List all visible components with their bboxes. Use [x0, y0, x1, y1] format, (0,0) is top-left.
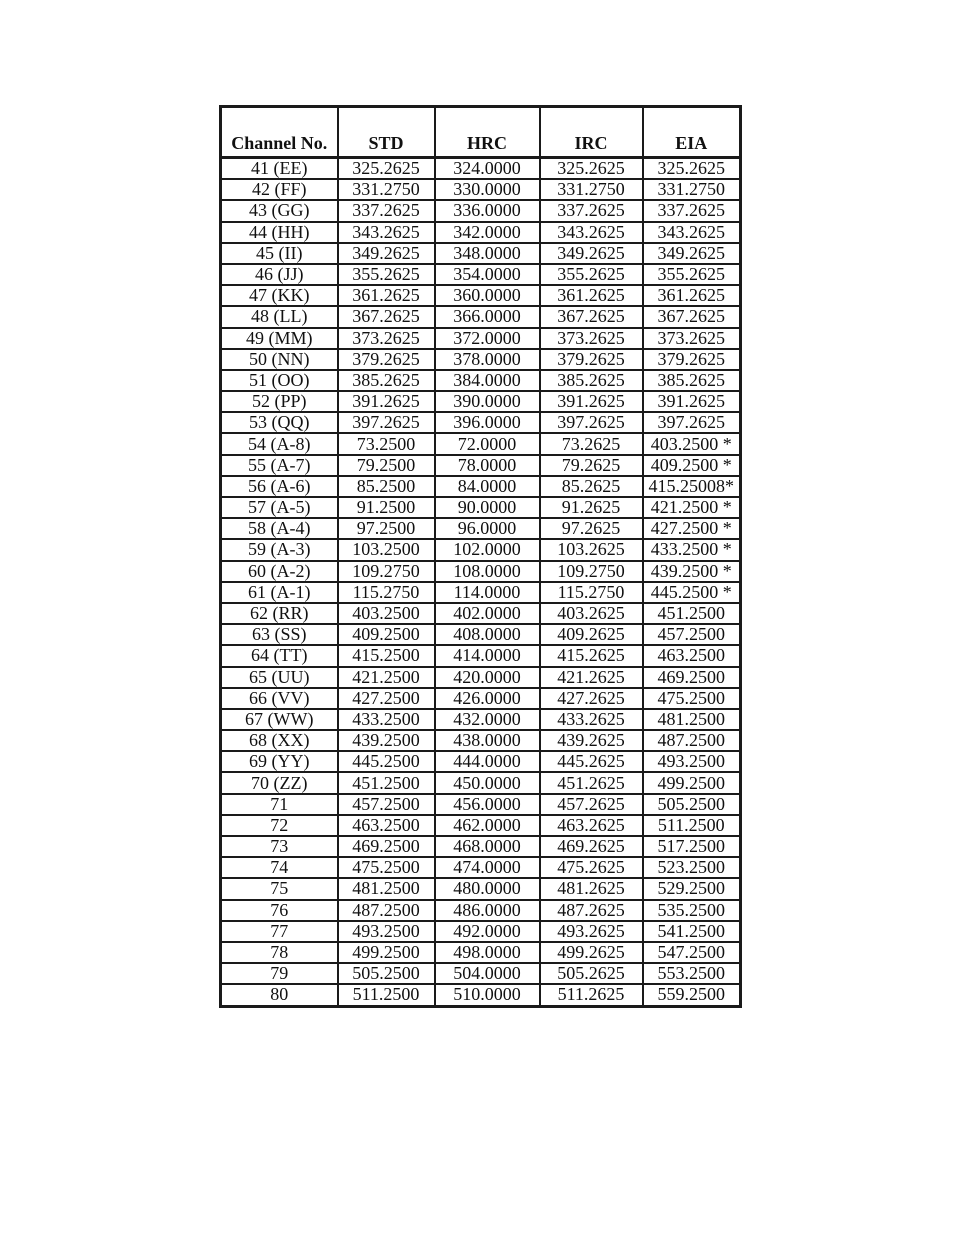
irc-cell: 421.2625	[540, 667, 643, 688]
irc-cell: 337.2625	[540, 200, 643, 221]
eia-cell: 421.2500 *	[643, 497, 741, 518]
eia-cell: 373.2625	[643, 328, 741, 349]
std-cell: 493.2500	[338, 921, 435, 942]
std-cell: 379.2625	[338, 349, 435, 370]
table-row	[221, 539, 741, 560]
table-row	[221, 370, 741, 391]
table-row	[221, 709, 741, 730]
irc-cell: 115.2750	[540, 582, 643, 603]
channel-no-cell: 68 (XX)	[221, 730, 338, 751]
channel-no-cell: 75	[221, 878, 338, 899]
hrc-cell: 348.0000	[435, 243, 540, 264]
channel-no-cell: 80	[221, 984, 338, 1006]
hrc-cell: 354.0000	[435, 264, 540, 285]
eia-cell: 505.2500	[643, 794, 741, 815]
hrc-cell: 408.0000	[435, 624, 540, 645]
irc-cell: 79.2625	[540, 455, 643, 476]
std-cell: 439.2500	[338, 730, 435, 751]
eia-cell: 469.2500	[643, 667, 741, 688]
irc-cell: 469.2625	[540, 836, 643, 857]
hrc-cell: 456.0000	[435, 794, 540, 815]
eia-cell: 361.2625	[643, 285, 741, 306]
eia-header: EIA	[643, 107, 741, 158]
eia-cell: 535.2500	[643, 900, 741, 921]
table-row	[221, 942, 741, 963]
hrc-cell: 414.0000	[435, 645, 540, 666]
channel-no-cell: 42 (FF)	[221, 179, 338, 200]
table-row	[221, 306, 741, 327]
irc-cell: 481.2625	[540, 878, 643, 899]
channel-no-cell: 62 (RR)	[221, 603, 338, 624]
eia-cell: 529.2500	[643, 878, 741, 899]
hrc-cell: 462.0000	[435, 815, 540, 836]
std-cell: 445.2500	[338, 751, 435, 772]
irc-cell: 463.2625	[540, 815, 643, 836]
hrc-cell: 366.0000	[435, 306, 540, 327]
eia-cell: 487.2500	[643, 730, 741, 751]
table-row	[221, 603, 741, 624]
hrc-cell: 96.0000	[435, 518, 540, 539]
hrc-cell: 324.0000	[435, 158, 540, 180]
channel-frequency-table	[219, 105, 742, 1008]
channel-no-cell: 46 (JJ)	[221, 264, 338, 285]
eia-cell: 397.2625	[643, 412, 741, 433]
hrc-cell: 498.0000	[435, 942, 540, 963]
std-cell: 451.2500	[338, 772, 435, 793]
irc-cell: 91.2625	[540, 497, 643, 518]
channel-no-cell: 77	[221, 921, 338, 942]
eia-cell: 523.2500	[643, 857, 741, 878]
channel-no-cell: 59 (A-3)	[221, 539, 338, 560]
irc-cell: 415.2625	[540, 645, 643, 666]
irc-cell: 409.2625	[540, 624, 643, 645]
irc-cell: 433.2625	[540, 709, 643, 730]
hrc-cell: 84.0000	[435, 476, 540, 497]
std-cell: 397.2625	[338, 412, 435, 433]
eia-cell: 481.2500	[643, 709, 741, 730]
irc-cell: 445.2625	[540, 751, 643, 772]
channel-no-cell: 70 (ZZ)	[221, 772, 338, 793]
std-cell: 361.2625	[338, 285, 435, 306]
std-cell: 103.2500	[338, 539, 435, 560]
channel-no-cell: 64 (TT)	[221, 645, 338, 666]
channel-no-cell: 44 (HH)	[221, 222, 338, 243]
table-row	[221, 349, 741, 370]
std-cell: 391.2625	[338, 391, 435, 412]
hrc-cell: 90.0000	[435, 497, 540, 518]
std-cell: 73.2500	[338, 433, 435, 454]
std-cell: 469.2500	[338, 836, 435, 857]
channel-no-cell: 54 (A-8)	[221, 433, 338, 454]
channel-no-cell: 60 (A-2)	[221, 561, 338, 582]
table-row	[221, 688, 741, 709]
std-cell: 325.2625	[338, 158, 435, 180]
channel-no-cell: 58 (A-4)	[221, 518, 338, 539]
std-cell: 409.2500	[338, 624, 435, 645]
channel-no-cell: 78	[221, 942, 338, 963]
std-cell: 115.2750	[338, 582, 435, 603]
hrc-cell: 108.0000	[435, 561, 540, 582]
table-row	[221, 794, 741, 815]
channel-no-cell: 41 (EE)	[221, 158, 338, 180]
hrc-cell: 78.0000	[435, 455, 540, 476]
std-cell: 463.2500	[338, 815, 435, 836]
channel-no-cell: 45 (II)	[221, 243, 338, 264]
table-row	[221, 667, 741, 688]
table-row	[221, 179, 741, 200]
irc-cell: 361.2625	[540, 285, 643, 306]
eia-cell: 493.2500	[643, 751, 741, 772]
hrc-cell: 114.0000	[435, 582, 540, 603]
eia-cell: 379.2625	[643, 349, 741, 370]
eia-cell: 385.2625	[643, 370, 741, 391]
eia-cell: 463.2500	[643, 645, 741, 666]
irc-cell: 355.2625	[540, 264, 643, 285]
eia-cell: 517.2500	[643, 836, 741, 857]
hrc-header: HRC	[435, 107, 540, 158]
hrc-cell: 336.0000	[435, 200, 540, 221]
irc-cell: 349.2625	[540, 243, 643, 264]
eia-cell: 475.2500	[643, 688, 741, 709]
std-header: STD	[338, 107, 435, 158]
irc-cell: 85.2625	[540, 476, 643, 497]
channel-no-cell: 48 (LL)	[221, 306, 338, 327]
std-cell: 475.2500	[338, 857, 435, 878]
irc-cell: 397.2625	[540, 412, 643, 433]
hrc-cell: 342.0000	[435, 222, 540, 243]
channel-no-cell: 56 (A-6)	[221, 476, 338, 497]
table-row	[221, 561, 741, 582]
irc-cell: 367.2625	[540, 306, 643, 327]
hrc-cell: 396.0000	[435, 412, 540, 433]
hrc-cell: 510.0000	[435, 984, 540, 1006]
channel-no-cell: 76	[221, 900, 338, 921]
std-cell: 415.2500	[338, 645, 435, 666]
std-cell: 487.2500	[338, 900, 435, 921]
irc-cell: 457.2625	[540, 794, 643, 815]
channel-no-cell: 65 (UU)	[221, 667, 338, 688]
eia-cell: 553.2500	[643, 963, 741, 984]
table-row	[221, 285, 741, 306]
std-cell: 427.2500	[338, 688, 435, 709]
hrc-cell: 474.0000	[435, 857, 540, 878]
channel-no-cell: 50 (NN)	[221, 349, 338, 370]
std-cell: 79.2500	[338, 455, 435, 476]
eia-cell: 457.2500	[643, 624, 741, 645]
channel-no-cell: 49 (MM)	[221, 328, 338, 349]
eia-cell: 541.2500	[643, 921, 741, 942]
std-cell: 505.2500	[338, 963, 435, 984]
hrc-cell: 486.0000	[435, 900, 540, 921]
eia-cell: 337.2625	[643, 200, 741, 221]
eia-cell: 325.2625	[643, 158, 741, 180]
channel-no-cell: 63 (SS)	[221, 624, 338, 645]
header-row	[221, 107, 741, 158]
channel-no-cell: 43 (GG)	[221, 200, 338, 221]
std-cell: 109.2750	[338, 561, 435, 582]
irc-cell: 325.2625	[540, 158, 643, 180]
table-row	[221, 751, 741, 772]
eia-cell: 349.2625	[643, 243, 741, 264]
irc-cell: 487.2625	[540, 900, 643, 921]
std-cell: 331.2750	[338, 179, 435, 200]
table-row	[221, 900, 741, 921]
eia-cell: 415.25008*	[643, 476, 741, 497]
hrc-cell: 480.0000	[435, 878, 540, 899]
std-cell: 499.2500	[338, 942, 435, 963]
table-row	[221, 518, 741, 539]
std-cell: 97.2500	[338, 518, 435, 539]
channel-no-cell: 47 (KK)	[221, 285, 338, 306]
table-body	[221, 158, 741, 1007]
irc-cell: 103.2625	[540, 539, 643, 560]
hrc-cell: 384.0000	[435, 370, 540, 391]
eia-cell: 409.2500 *	[643, 455, 741, 476]
table-row	[221, 200, 741, 221]
table-row	[221, 497, 741, 518]
eia-cell: 403.2500 *	[643, 433, 741, 454]
table-header	[221, 107, 741, 158]
hrc-cell: 330.0000	[435, 179, 540, 200]
eia-cell: 331.2750	[643, 179, 741, 200]
table-row	[221, 264, 741, 285]
irc-cell: 427.2625	[540, 688, 643, 709]
table-row	[221, 222, 741, 243]
irc-cell: 499.2625	[540, 942, 643, 963]
table-row	[221, 772, 741, 793]
table-row	[221, 836, 741, 857]
eia-cell: 439.2500 *	[643, 561, 741, 582]
irc-cell: 385.2625	[540, 370, 643, 391]
channel-no-cell: 67 (WW)	[221, 709, 338, 730]
irc-header: IRC	[540, 107, 643, 158]
std-cell: 403.2500	[338, 603, 435, 624]
hrc-cell: 372.0000	[435, 328, 540, 349]
std-cell: 85.2500	[338, 476, 435, 497]
irc-cell: 511.2625	[540, 984, 643, 1006]
channel-no-cell: 74	[221, 857, 338, 878]
hrc-cell: 420.0000	[435, 667, 540, 688]
hrc-cell: 390.0000	[435, 391, 540, 412]
irc-cell: 379.2625	[540, 349, 643, 370]
hrc-cell: 402.0000	[435, 603, 540, 624]
channel-no-cell: 53 (QQ)	[221, 412, 338, 433]
std-cell: 457.2500	[338, 794, 435, 815]
table-row	[221, 412, 741, 433]
std-cell: 373.2625	[338, 328, 435, 349]
channel-no-cell: 72	[221, 815, 338, 836]
eia-cell: 511.2500	[643, 815, 741, 836]
irc-cell: 493.2625	[540, 921, 643, 942]
irc-cell: 331.2750	[540, 179, 643, 200]
irc-cell: 97.2625	[540, 518, 643, 539]
irc-cell: 475.2625	[540, 857, 643, 878]
hrc-cell: 102.0000	[435, 539, 540, 560]
hrc-cell: 72.0000	[435, 433, 540, 454]
table-row	[221, 878, 741, 899]
irc-cell: 343.2625	[540, 222, 643, 243]
table-row	[221, 328, 741, 349]
hrc-cell: 426.0000	[435, 688, 540, 709]
channel-no-cell: 57 (A-5)	[221, 497, 338, 518]
std-cell: 343.2625	[338, 222, 435, 243]
table-row	[221, 582, 741, 603]
eia-cell: 451.2500	[643, 603, 741, 624]
table-row	[221, 455, 741, 476]
std-cell: 91.2500	[338, 497, 435, 518]
table-row	[221, 857, 741, 878]
channel-no-cell: 66 (VV)	[221, 688, 338, 709]
std-cell: 481.2500	[338, 878, 435, 899]
eia-cell: 559.2500	[643, 984, 741, 1006]
std-cell: 337.2625	[338, 200, 435, 221]
eia-cell: 427.2500 *	[643, 518, 741, 539]
eia-cell: 355.2625	[643, 264, 741, 285]
std-cell: 367.2625	[338, 306, 435, 327]
irc-cell: 403.2625	[540, 603, 643, 624]
irc-cell: 109.2750	[540, 561, 643, 582]
table-row	[221, 624, 741, 645]
hrc-cell: 504.0000	[435, 963, 540, 984]
eia-cell: 433.2500 *	[643, 539, 741, 560]
irc-cell: 373.2625	[540, 328, 643, 349]
std-cell: 349.2625	[338, 243, 435, 264]
eia-cell: 343.2625	[643, 222, 741, 243]
irc-cell: 439.2625	[540, 730, 643, 751]
table-row	[221, 921, 741, 942]
irc-cell: 73.2625	[540, 433, 643, 454]
irc-cell: 451.2625	[540, 772, 643, 793]
eia-cell: 499.2500	[643, 772, 741, 793]
table-row	[221, 243, 741, 264]
hrc-cell: 468.0000	[435, 836, 540, 857]
hrc-cell: 378.0000	[435, 349, 540, 370]
irc-cell: 505.2625	[540, 963, 643, 984]
channel-no-cell: 79	[221, 963, 338, 984]
table-row	[221, 476, 741, 497]
table-row	[221, 391, 741, 412]
channel-no-cell: 52 (PP)	[221, 391, 338, 412]
channel-no-header: Channel No.	[221, 107, 338, 158]
eia-cell: 445.2500 *	[643, 582, 741, 603]
channel-no-cell: 71	[221, 794, 338, 815]
table-row	[221, 815, 741, 836]
table-row	[221, 645, 741, 666]
std-cell: 433.2500	[338, 709, 435, 730]
std-cell: 355.2625	[338, 264, 435, 285]
irc-cell: 391.2625	[540, 391, 643, 412]
table-row	[221, 984, 741, 1006]
channel-no-cell: 51 (OO)	[221, 370, 338, 391]
eia-cell: 547.2500	[643, 942, 741, 963]
channel-no-cell: 69 (YY)	[221, 751, 338, 772]
hrc-cell: 450.0000	[435, 772, 540, 793]
std-cell: 421.2500	[338, 667, 435, 688]
eia-cell: 367.2625	[643, 306, 741, 327]
hrc-cell: 432.0000	[435, 709, 540, 730]
eia-cell: 391.2625	[643, 391, 741, 412]
channel-no-cell: 73	[221, 836, 338, 857]
table-row	[221, 730, 741, 751]
hrc-cell: 360.0000	[435, 285, 540, 306]
std-cell: 511.2500	[338, 984, 435, 1006]
table-row	[221, 158, 741, 180]
table-row	[221, 963, 741, 984]
hrc-cell: 438.0000	[435, 730, 540, 751]
hrc-cell: 444.0000	[435, 751, 540, 772]
channel-no-cell: 55 (A-7)	[221, 455, 338, 476]
std-cell: 385.2625	[338, 370, 435, 391]
table-row	[221, 433, 741, 454]
channel-no-cell: 61 (A-1)	[221, 582, 338, 603]
hrc-cell: 492.0000	[435, 921, 540, 942]
